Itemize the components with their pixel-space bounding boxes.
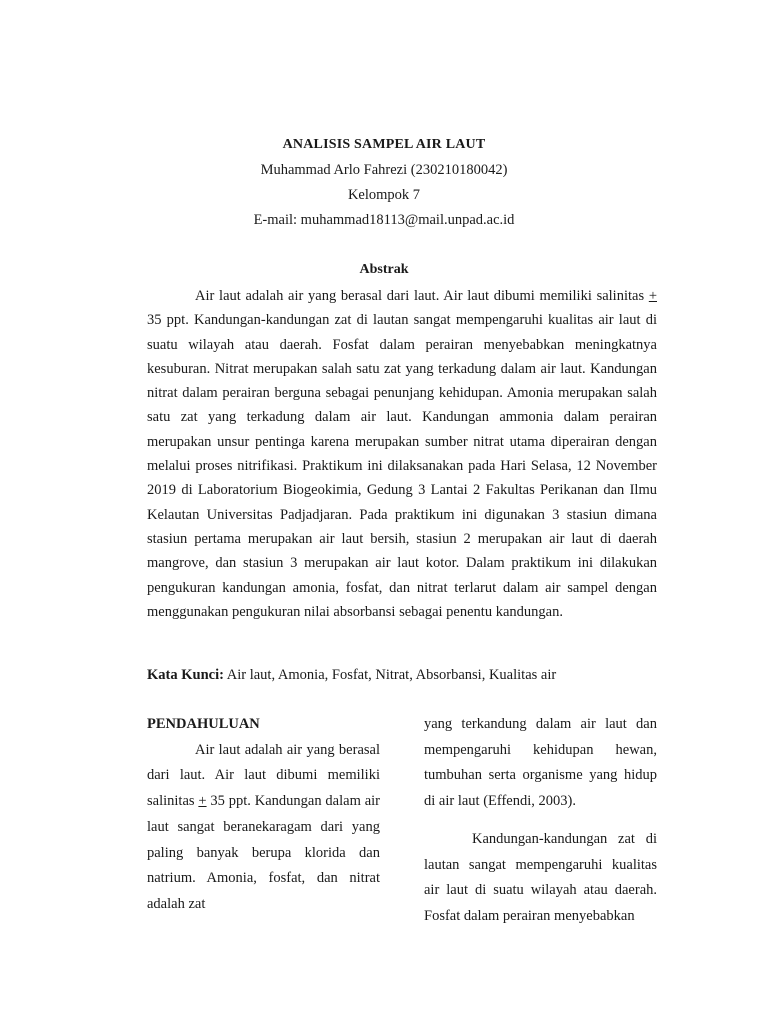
plus-minus-symbol-2: + xyxy=(198,793,207,810)
section-heading: PENDAHULUAN xyxy=(147,716,260,732)
keywords-line xyxy=(147,663,657,687)
abstract-text-1: Air laut adalah air yang berasal dari laut. Air laut dibumi memiliki salinitas xyxy=(195,288,649,304)
paper-title: ANALISIS SAMPEL AIR LAUT xyxy=(282,137,486,152)
abstract-body xyxy=(147,284,657,624)
intro-text-2: 35 ppt. Kandungan dalam air laut sangat beranekaragam dari yang paling banyak berupa klorida dan natrium. Amonia, fosfat, dan nitrat adalah zat xyxy=(147,793,380,912)
intro-text-1: Air laut adalah air yang berasal dari laut. Air laut dibumi memiliki salinitas xyxy=(147,741,380,810)
group-line: Kelompok 7 xyxy=(347,187,421,203)
abstract-text-2: 35 ppt. Kandungan-kandungan zat di lautan sangat mempengaruhi kualitas air laut di suatu wilayah atau daerah. Fosfat dalam perairan menyebabkan meningkatnya kesuburan. Nitrat merupakan salah satu zat yang terkadung dalam air laut. Kandungan nitrat dalam perairan berguna sebagai penunjang kehidupan. Amonia merupakan salah satu zat yang terkadung dalam air laut. Kandungan ammonia dalam perairan merupakan unsur pentinga karena merupakan sumber nitrat utama diperairan dengan melalui proses nitrifikasi. Praktikum ini dilaksanakan pada Hari Selasa, 12 November 2019 di Laboratorium Biogeokimia, Gedung 3 Lantai 2 Fakultas Perikanan dan Ilmu Kelautan Universitas Padjadjaran. Pada praktikum ini digunakan 3 stasiun dimana stasiun pertama merupakan air laut bersih, stasiun 2 merupakan air laut di daerah mangrove, dan stasiun 3 merupakan air laut kotor. Dalam praktikum ini dilakukan pengukuran kandungan amonia, fosfat, dan nitrat terlarut dalam air sampel dengan menggunakan pengukuran nilai absorbansi sebagai penentu kandungan. xyxy=(147,312,657,620)
keywords-value: Air laut, Amonia, Fosfat, Nitrat, Absorbansi, Kualitas air xyxy=(223,667,557,683)
continued-paragraph: yang terkandung dalam air laut dan mempengaruhi kehidupan hewan, tumbuhan serta organisme yang hidup di air laut (Effendi, 2003). xyxy=(424,716,657,810)
author-line: Muhammad Arlo Fahrezi (230210180042) xyxy=(260,162,508,178)
right-column xyxy=(424,712,657,930)
plus-minus-symbol: + xyxy=(648,288,657,304)
intro-paragraph xyxy=(147,738,380,918)
left-column xyxy=(147,712,380,918)
second-paragraph: Kandungan-kandungan zat di lautan sangat mempengaruhi kualitas air laut di suatu wilayah atau daerah. Fosfat dalam perairan menyebabkan xyxy=(424,830,657,924)
email-line: E-mail: muhammad18113@mail.unpad.ac.id xyxy=(253,212,515,228)
abstract-heading: Abstrak xyxy=(359,262,409,277)
keywords-label: Kata Kunci: xyxy=(147,667,224,683)
